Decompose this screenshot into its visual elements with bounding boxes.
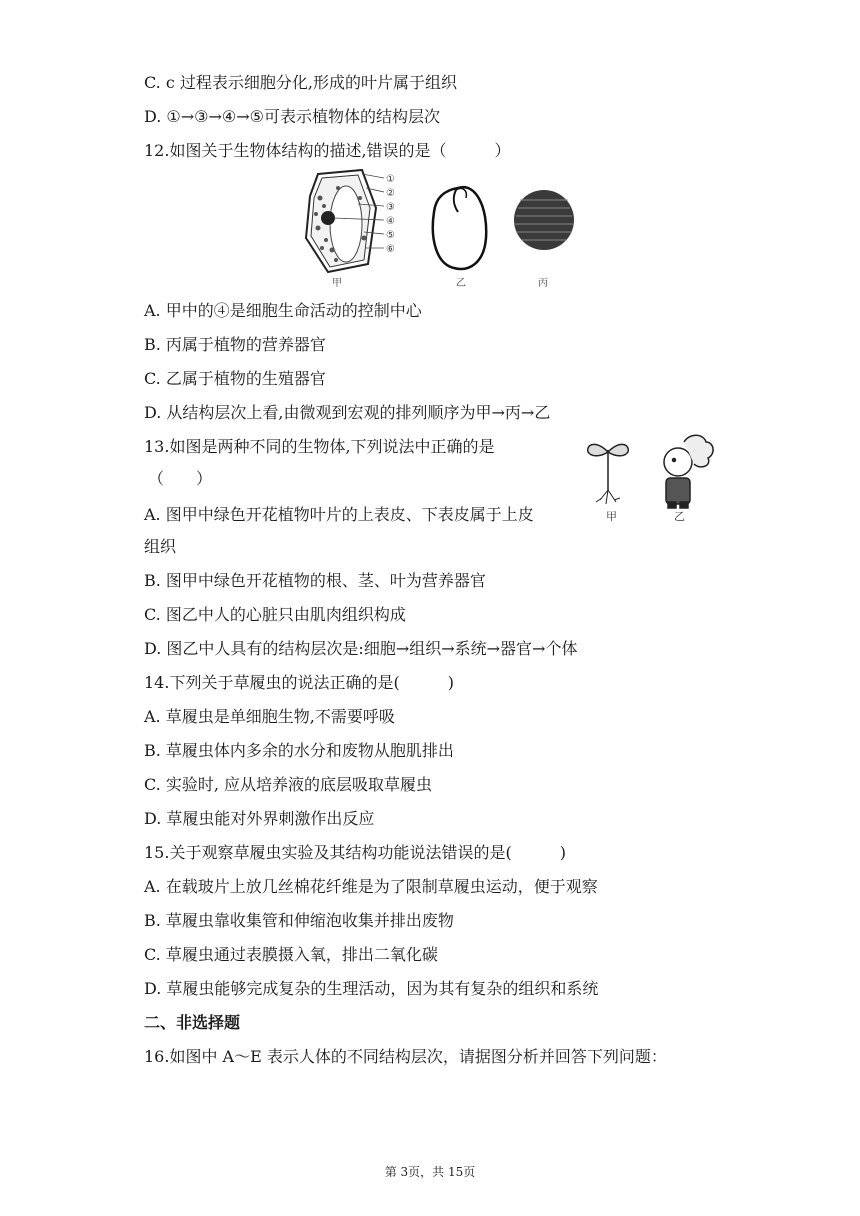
option-b-15: B. 草履虫靠收集管和伸缩泡收集并排出废物 [144, 911, 454, 930]
option-a-15: A. 在载玻片上放几丝棉花纤维是为了限制草履虫运动，便于观察 [144, 877, 598, 896]
cell-label-4: ④ [386, 216, 395, 227]
option-c-15: C. 草履虫通过表膜摄入氧，排出二氧化碳 [144, 945, 438, 964]
question-15: 15.关于观察草履虫实验及其结构功能说法错误的是( ) [144, 843, 566, 862]
plant-cell-diagram [306, 170, 384, 272]
caption-bing: 丙 [538, 278, 548, 289]
option-a-13-cont: 组织 [144, 537, 177, 556]
option-a-12: A. 甲中的④是细胞生命活动的控制中心 [144, 301, 422, 320]
question-14: 14.下列关于草履虫的说法正确的是( ) [144, 673, 454, 692]
plant-drawing [588, 444, 629, 504]
cell-label-2: ② [386, 188, 395, 199]
option-b-14: B. 草履虫体内多余的水分和废物从胞肌排出 [144, 741, 454, 760]
question-13-paren: （ ） [148, 469, 213, 488]
option-a-14: A. 草履虫是单细胞生物,不需要呼吸 [144, 707, 395, 726]
cell-label-1: ① [386, 174, 395, 185]
cell-label-3: ③ [386, 202, 395, 213]
option-b-12: B. 丙属于植物的营养器官 [144, 335, 326, 354]
option-d-14: D. 草履虫能对外界刺激作出反应 [144, 809, 375, 828]
option-c-14: C. 实验时, 应从培养液的底层吸取草履虫 [144, 775, 433, 794]
option-d-12: D. 从结构层次上看,由微观到宏观的排列顺序为甲→丙→乙 [144, 403, 551, 422]
option-a-13: A. 图甲中绿色开花植物叶片的上表皮、下表皮属于上皮 [144, 505, 534, 524]
question-12: 12.如图关于生物体结构的描述,错误的是（ ） [144, 141, 511, 160]
option-d-13: D. 图乙中人具有的结构层次是:细胞→组织→系统→器官→个体 [144, 639, 578, 658]
option-c-12: C. 乙属于植物的生殖器官 [144, 369, 326, 388]
figure-13 [582, 430, 722, 526]
option-c-11: C. c 过程表示细胞分化,形成的叶片属于组织 [144, 73, 457, 92]
option-d-15: D. 草履虫能够完成复杂的生理活动，因为其有复杂的组织和系统 [144, 979, 599, 998]
question-16: 16.如图中 A～E 表示人体的不同结构层次，请据图分析并回答下列问题： [144, 1047, 667, 1066]
caption-jia-13: 甲 [606, 510, 617, 523]
question-13: 13.如图是两种不同的生物体,下列说法中正确的是 [144, 437, 495, 456]
leaf-tissue-disc [514, 190, 574, 250]
option-b-13: B. 图甲中绿色开花植物的根、茎、叶为营养器官 [144, 571, 486, 590]
bean-seed-drawing [433, 187, 486, 269]
option-c-13: C. 图乙中人的心脏只由肌肉组织构成 [144, 605, 406, 624]
caption-jia: 甲 [332, 278, 342, 289]
caption-yi-13: 乙 [674, 510, 685, 523]
person-drawing [664, 435, 713, 508]
page-footer: 第 3页，共 15页 [384, 1165, 476, 1179]
caption-yi: 乙 [456, 278, 466, 289]
cell-label-5: ⑤ [386, 230, 395, 241]
cell-label-6: ⑥ [386, 244, 395, 255]
section-heading: 二、非选择题 [144, 1013, 241, 1032]
option-d-11: D. ①→③→④→⑤可表示植物体的结构层次 [144, 107, 441, 126]
figure-12 [298, 168, 588, 292]
